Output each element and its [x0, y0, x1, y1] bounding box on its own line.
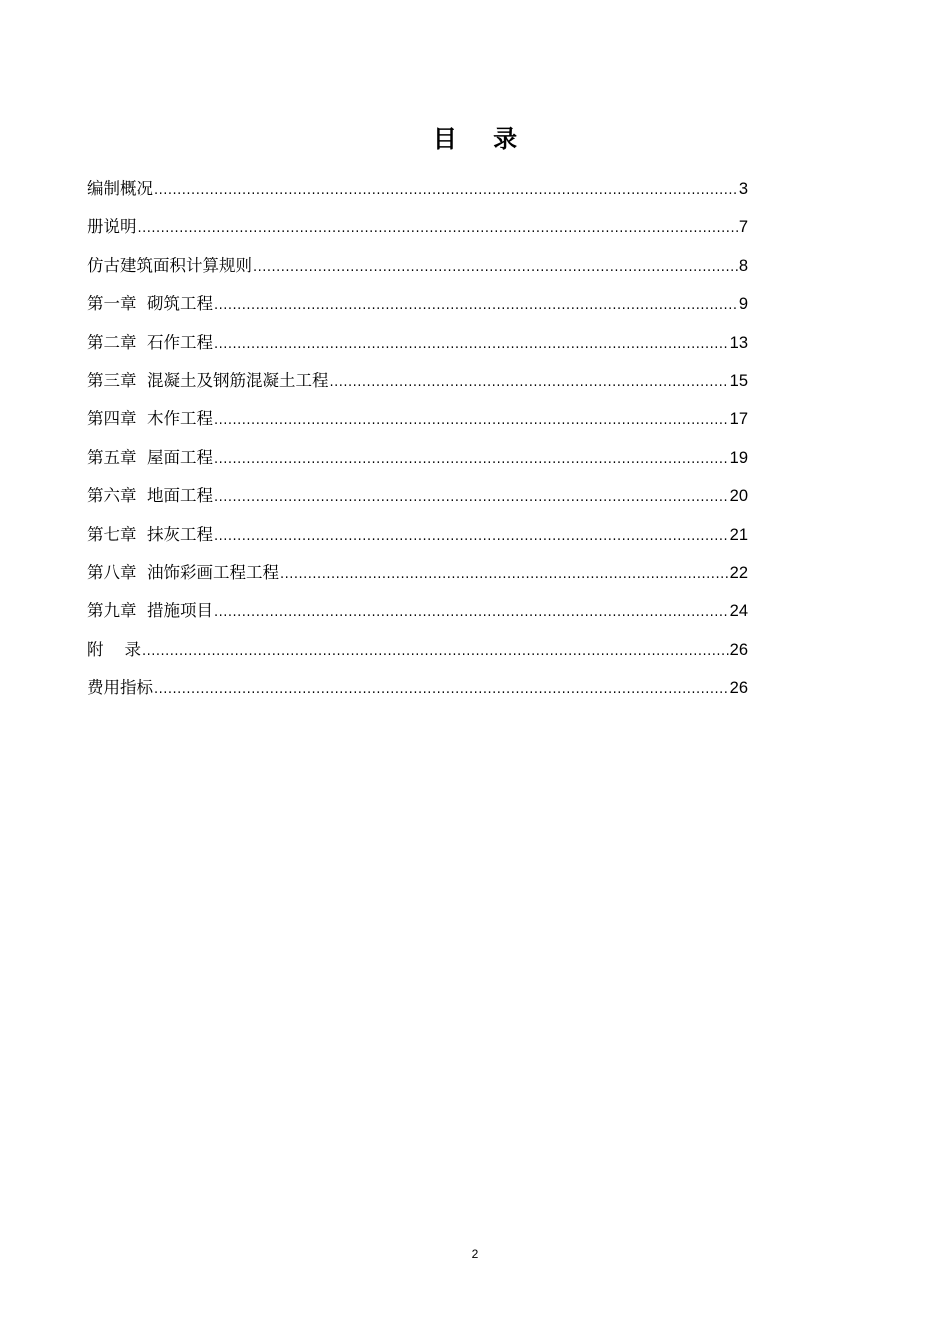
toc-leader-dots — [214, 446, 729, 474]
toc-leader-dots — [154, 676, 729, 704]
toc-entry-page: 7 — [738, 218, 748, 237]
toc-leader-dots — [280, 561, 729, 589]
toc-entry-label: 第五章 屋面工程 — [87, 447, 213, 467]
toc-title: 目 录 — [432, 125, 532, 153]
toc-entry[interactable] — [87, 405, 748, 443]
toc-entry-label: 第三章 混凝土及钢筋混凝土工程 — [87, 370, 329, 390]
toc-leader-dots — [214, 523, 729, 551]
toc-leader-dots — [330, 369, 729, 397]
toc-entry-label: 第六章 地面工程 — [87, 486, 213, 506]
toc-entry-page: 8 — [738, 256, 748, 275]
toc-leader-dots — [214, 292, 738, 320]
toc-entry-page: 9 — [738, 295, 748, 314]
toc-leader-dots — [154, 177, 738, 205]
toc-entry-label: 编制概况 — [87, 179, 153, 198]
toc-leader-dots — [142, 638, 729, 666]
table-of-contents — [87, 175, 748, 712]
toc-entry[interactable] — [87, 444, 748, 482]
toc-leader-dots — [138, 215, 738, 243]
page-number: 2 — [471, 1247, 479, 1261]
toc-leader-dots — [253, 254, 738, 282]
toc-entry[interactable] — [87, 597, 748, 635]
toc-leader-dots — [214, 331, 729, 359]
toc-entry-label: 费用指标 — [87, 678, 153, 698]
toc-entry[interactable] — [87, 636, 748, 674]
toc-entry-label: 仿古建筑面积计算规则 — [87, 255, 252, 275]
toc-entry-page: 13 — [729, 333, 748, 352]
toc-entry-label: 第一章 砌筑工程 — [87, 294, 213, 314]
toc-entry-page: 26 — [729, 640, 748, 659]
toc-entry[interactable] — [87, 482, 748, 520]
toc-entry-page: 17 — [729, 410, 748, 429]
toc-entry[interactable] — [87, 329, 748, 367]
toc-entry-label: 册说明 — [87, 217, 137, 237]
toc-entry[interactable] — [87, 521, 748, 559]
toc-entry-page: 21 — [729, 525, 748, 544]
toc-entry[interactable] — [87, 290, 748, 328]
toc-entry-label: 附 录 — [87, 639, 141, 659]
toc-leader-dots — [214, 599, 729, 627]
toc-entry[interactable] — [87, 252, 748, 290]
toc-entry-page: 20 — [729, 487, 748, 506]
toc-entry-label: 第四章 木作工程 — [87, 409, 213, 429]
toc-leader-dots — [214, 407, 729, 435]
toc-leader-dots — [214, 484, 729, 512]
toc-entry[interactable] — [87, 175, 748, 213]
toc-entry-page: 22 — [729, 563, 748, 582]
toc-entry-label: 第九章 措施项目 — [87, 601, 213, 621]
toc-entry-label: 第七章 抹灰工程 — [87, 524, 213, 544]
toc-entry-label: 第八章 油饰彩画工程工程 — [87, 562, 279, 582]
toc-entry-page: 26 — [729, 679, 748, 698]
toc-entry[interactable] — [87, 559, 748, 597]
toc-entry-page: 24 — [729, 602, 748, 621]
toc-entry-page: 3 — [738, 180, 748, 198]
toc-entry[interactable] — [87, 367, 748, 405]
toc-entry[interactable] — [87, 213, 748, 251]
toc-entry-page: 19 — [729, 448, 748, 467]
toc-entry[interactable] — [87, 674, 748, 712]
toc-entry-label: 第二章 石作工程 — [87, 332, 213, 352]
toc-entry-page: 15 — [729, 371, 748, 390]
